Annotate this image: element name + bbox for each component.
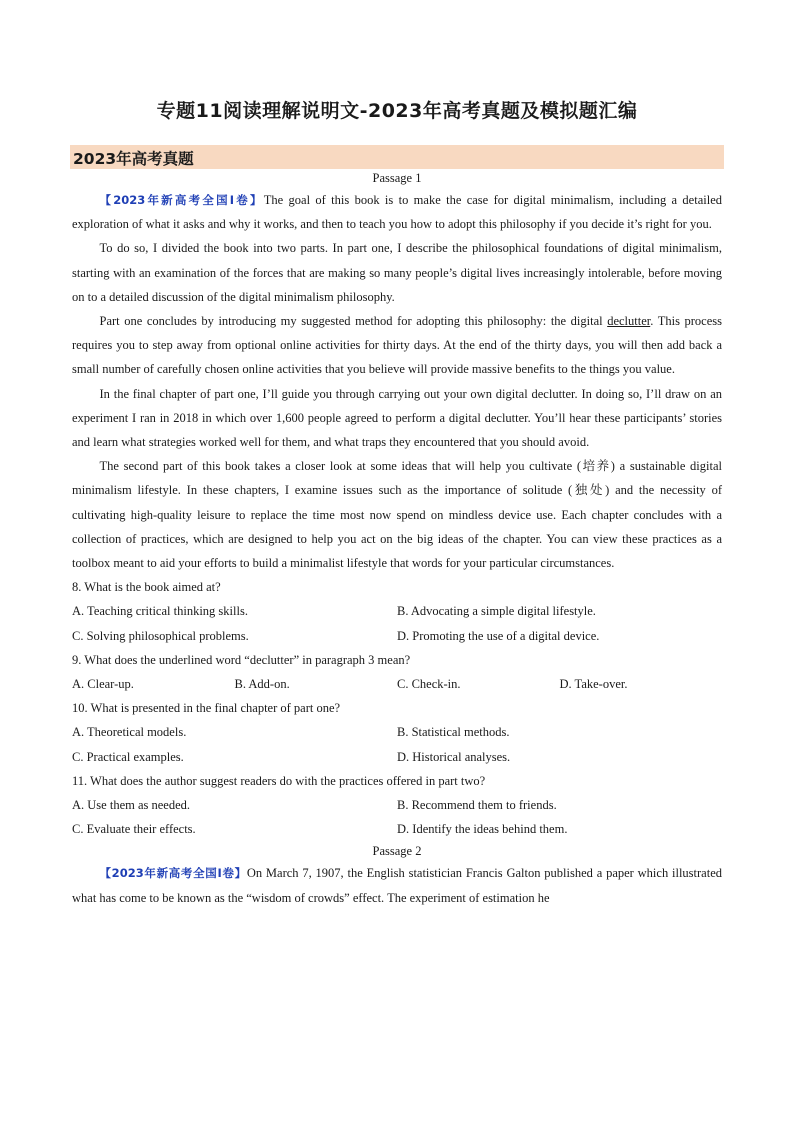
question-8-options xyxy=(72,599,722,623)
question-10-options xyxy=(72,720,722,744)
passage-2-paragraph-1 xyxy=(72,861,722,909)
section-heading: 2023年高考真题 xyxy=(73,150,194,168)
passage-1-paragraph-2: To do so, I divided the book into two parts. In part one, I describe the philosophical foundations of digital minimalism, starting with an examination of the forces that are making so many people’s digital lives increasingly intolerable, before moving on to a detailed discussion of the digital minimalism philosophy. xyxy=(72,241,722,304)
passage-1-paragraph-5: The second part of this book takes a closer look at some ideas that will help you cultivate (培养) a sustainable digital minimalism lifestyle. In these chapters, I examine issues such as the importance of solitude (独处) and the necessity of cultivating high-quality leisure to replace the time most now spend on mindless device use. Each chapter concludes with a collection of practices, which are designed to help you act on the big ideas of the chapter. You can view these practices as a toolbox meant to aid your efforts to build a minimalist lifestyle that words for your particular circumstances. xyxy=(72,459,722,571)
passage-1-heading: Passage 1 xyxy=(372,171,422,185)
passage-1-paragraph-3 xyxy=(72,309,722,382)
document-body xyxy=(72,168,722,910)
question-10-option-b: B. Statistical methods. xyxy=(397,725,510,740)
question-8-option-c: C. Solving philosophical problems. xyxy=(72,628,249,643)
question-8-options-row-2 xyxy=(72,624,722,648)
passage-2-paragraph-1-text: On March 7, 1907, the English statistician Francis Galton published a paper which illustrated what has come to be known as the “wisdom of crowds” effect. The experiment of estimation he xyxy=(72,866,722,905)
question-8-option-d: D. Promoting the use of a digital device. xyxy=(397,628,600,643)
section-header-bar xyxy=(70,145,724,169)
question-11-option-a: A. Use them as needed. xyxy=(72,798,191,813)
question-10-stem: 10. What is presented in the final chapter of part one? xyxy=(72,701,341,716)
question-8-option-a: A. Teaching critical thinking skills. xyxy=(72,604,248,619)
underlined-word-declutter: declutter xyxy=(607,314,651,329)
question-11-options-row-2 xyxy=(72,817,722,841)
passage-1-paragraph-4: In the final chapter of part one, I’ll guide you through carrying out your own digital declutter. In doing so, I’ll draw on an experiment I ran in 2018 in which over 1,600 people agreed to perform a digital declutter. You’ll hear these participants’ stories and learn what strategies worked well for them, and what traps they encountered that you should avoid. xyxy=(72,386,722,450)
question-8-stem: 8. What is the book aimed at? xyxy=(72,580,221,595)
question-11-option-d: D. Identify the ideas behind them. xyxy=(397,822,568,837)
question-9-option-a: A. Clear-up. xyxy=(72,677,134,692)
question-8-option-b: B. Advocating a simple digital lifestyle. xyxy=(397,604,596,619)
question-9-option-b: B. Add-on. xyxy=(234,677,290,692)
passage-1-paragraph-1 xyxy=(72,188,722,236)
page-title: 专题11阅读理解说明文-2023年高考真题及模拟题汇编 xyxy=(156,100,638,122)
question-9-option-d: D. Take-over. xyxy=(559,677,628,692)
question-11-stem: 11. What does the author suggest readers do with the practices offered in part two? xyxy=(72,773,486,788)
passage-2-heading: Passage 2 xyxy=(372,844,422,859)
question-10-option-a: A. Theoretical models. xyxy=(72,725,187,740)
question-9-options xyxy=(72,672,722,696)
paragraph-3-text-after: . This process requires you to step away from optional online activities for thirty days. At the end of the thirty days, you will then add back a small number of carefully chosen online activities that you believe will provide massive benefits to the things you value. xyxy=(72,314,722,377)
passage-1-source-tag: 【2023年新高考全国Ⅰ卷】 xyxy=(99,193,264,207)
question-9-stem: 9. What does the underlined word “declutter” in paragraph 3 mean? xyxy=(72,652,411,667)
question-10-option-c: C. Practical examples. xyxy=(72,749,184,764)
question-10-option-d: D. Historical analyses. xyxy=(397,749,511,764)
passage-1-paragraph-1-text: The goal of this book is to make the case for digital minimalism, including a detailed exploration of what it asks and why it works, and then to teach you how to adopt this philosophy if you decide it’s right for you. xyxy=(72,193,722,232)
question-11-options xyxy=(72,793,722,817)
question-9-option-c: C. Check-in. xyxy=(397,677,461,692)
paragraph-3-text-before: Part one concludes by introducing my suggested method for adopting this philosophy: the digital xyxy=(99,314,608,329)
question-11-option-b: B. Recommend them to friends. xyxy=(397,798,557,813)
question-11-option-c: C. Evaluate their effects. xyxy=(72,822,196,837)
passage-2-source-tag: 【2023年新高考全国Ⅰ卷】 xyxy=(99,866,247,881)
question-10-options-row-2 xyxy=(72,745,722,769)
